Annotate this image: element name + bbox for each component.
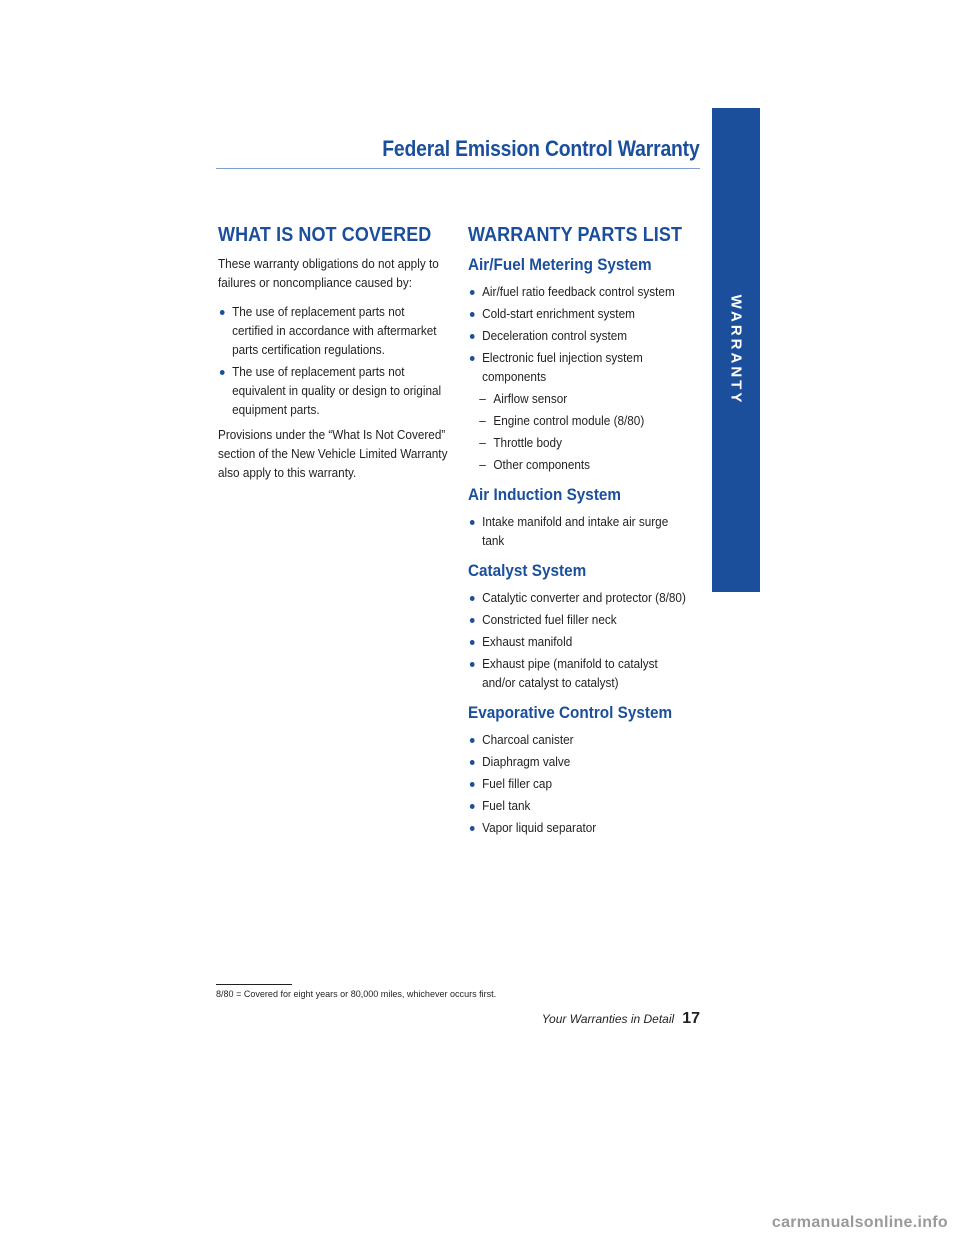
- list-item: [468, 513, 694, 551]
- sub-list-item: [479, 412, 693, 431]
- not-covered-list: [218, 303, 454, 420]
- side-tab: [712, 108, 760, 592]
- list-item: [218, 303, 444, 360]
- list-item-text: Exhaust manifold: [482, 635, 573, 649]
- bullet-icon: [470, 356, 475, 361]
- bullet-icon: [470, 520, 475, 525]
- list-item-text: Fuel filler cap: [482, 777, 552, 791]
- list-item: [468, 753, 694, 772]
- not-covered-closing: Provisions under the “What Is Not Covered” section of the New Vehicle Limited Warranty also apply to this warranty.: [218, 428, 448, 480]
- sub-list-item: [479, 456, 693, 475]
- list-item-text: Intake manifold and intake air surge tank: [482, 515, 669, 548]
- list-item-text: Catalytic converter and protector (8/80): [482, 591, 686, 605]
- list-item-text: Charcoal canister: [482, 733, 574, 747]
- left-column: [218, 224, 454, 493]
- parts-list-heading: WARRANTY PARTS LIST: [468, 224, 683, 246]
- list-item-text: Electronic fuel injection system components: [482, 351, 643, 384]
- sub-list-item-text: Airflow sensor: [493, 392, 568, 406]
- page-number: 17: [682, 1010, 700, 1027]
- list-item-text: Deceleration control system: [482, 329, 628, 343]
- list-item-text: Diaphragm valve: [482, 755, 571, 769]
- list-item-text: Vapor liquid separator: [482, 821, 597, 835]
- header-divider: [216, 168, 700, 169]
- sub-list-item-text: Throttle body: [493, 436, 562, 450]
- list-item: [468, 819, 694, 838]
- footer-label: Your Warranties in Detail: [541, 1012, 675, 1026]
- bullet-icon: [470, 804, 475, 809]
- list-item: [468, 633, 694, 652]
- list-item: [468, 327, 694, 346]
- right-column: [468, 224, 708, 844]
- footnote-divider: [216, 984, 292, 985]
- sub-list-item: [479, 390, 693, 409]
- sub-list-item-text: Other components: [493, 458, 591, 472]
- bullet-icon: [220, 310, 225, 315]
- list-item: [468, 797, 694, 816]
- bullet-icon: [470, 738, 475, 743]
- dash-icon: –: [479, 392, 486, 406]
- bullet-icon: [470, 334, 475, 339]
- list-item-text: Air/fuel ratio feedback control system: [482, 285, 675, 299]
- list-item: [468, 305, 694, 324]
- bullet-icon: [470, 826, 475, 831]
- not-covered-intro: These warranty obligations do not apply to failures or noncompliance caused by:: [218, 257, 439, 290]
- dash-icon: –: [479, 414, 486, 428]
- page-footer: [542, 1010, 700, 1028]
- list-item: [468, 655, 694, 693]
- sub-list-item: [479, 434, 693, 453]
- watermark: carmanualsonline.info: [771, 1214, 948, 1231]
- air-fuel-list: [468, 283, 708, 475]
- list-item-text: Constricted fuel filler neck: [482, 613, 617, 627]
- footnote: 8/80 = Covered for eight years or 80,000 miles, whichever occurs first.: [216, 989, 497, 1000]
- list-item: [468, 589, 694, 608]
- list-item: [468, 349, 694, 475]
- section-heading-evaporative: Evaporative Control System: [468, 703, 673, 722]
- bullet-icon: [470, 640, 475, 645]
- section-heading-catalyst: Catalyst System: [468, 561, 587, 580]
- bullet-icon: [470, 596, 475, 601]
- dash-icon: –: [479, 436, 486, 450]
- list-item: [218, 363, 444, 420]
- bullet-icon: [220, 370, 225, 375]
- catalyst-list: [468, 589, 708, 693]
- section-heading-air-fuel: Air/Fuel Metering System: [468, 255, 652, 274]
- list-item: [468, 775, 694, 794]
- list-item: [468, 283, 694, 302]
- air-induction-list: [468, 513, 708, 551]
- list-item: [468, 731, 694, 750]
- bullet-icon: [470, 312, 475, 317]
- bullet-icon: [470, 760, 475, 765]
- list-item-text: The use of replacement parts not certified in accordance with aftermarket parts certification regulations.: [232, 305, 437, 357]
- bullet-icon: [470, 662, 475, 667]
- page-title: Federal Emission Control Warranty: [382, 136, 700, 161]
- bullet-icon: [470, 618, 475, 623]
- fuel-injection-sub-list: [479, 390, 693, 475]
- not-covered-heading: WHAT IS NOT COVERED: [218, 224, 432, 246]
- sub-list-item-text: Engine control module (8/80): [493, 414, 645, 428]
- bullet-icon: [470, 782, 475, 787]
- dash-icon: –: [479, 458, 486, 472]
- list-item-text: Cold-start enrichment system: [482, 307, 635, 321]
- side-tab-label: WARRANTY: [727, 294, 745, 406]
- section-heading-air-induction: Air Induction System: [468, 485, 622, 504]
- bullet-icon: [470, 290, 475, 295]
- list-item-text: Fuel tank: [482, 799, 531, 813]
- list-item-text: Exhaust pipe (manifold to catalyst and/or catalyst to catalyst): [482, 657, 658, 690]
- list-item-text: The use of replacement parts not equivalent in quality or design to original equipment parts.: [232, 365, 442, 417]
- list-item: [468, 611, 694, 630]
- evaporative-list: [468, 731, 708, 838]
